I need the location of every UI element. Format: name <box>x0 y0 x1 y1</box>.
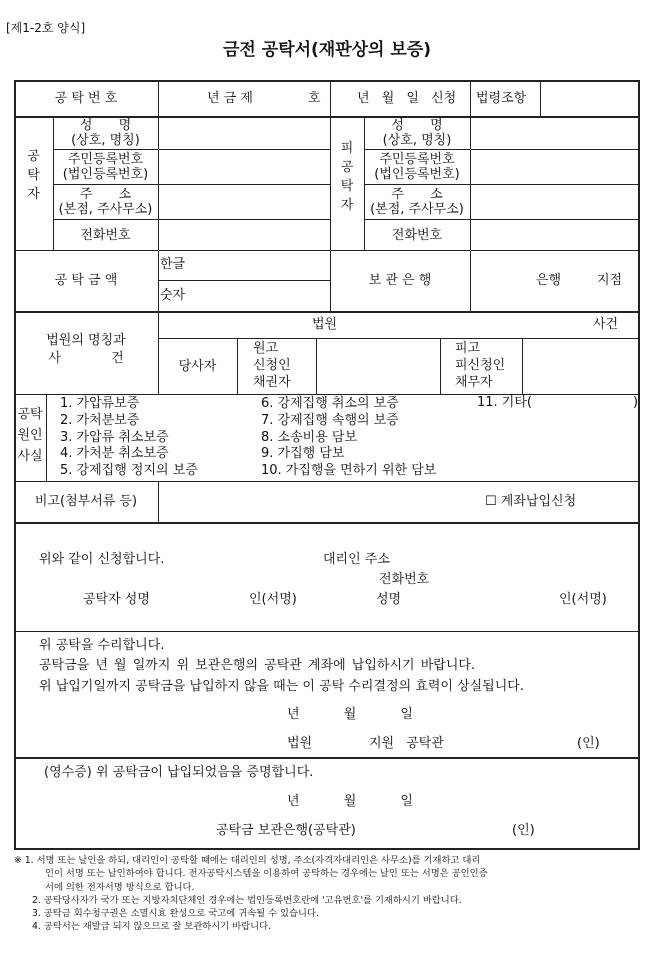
agent-address-label: 대리인 주소 <box>323 552 390 567</box>
bank-suffix: 은행 <box>536 273 562 288</box>
footnote: 4. 공탁서는 재발급 되지 않으므로 잘 보관하시기 바랍니다. <box>32 921 272 933</box>
beneficiary-id-field[interactable] <box>471 150 638 183</box>
depositor-phone-label: 전화번호 <box>80 228 131 243</box>
beneficiary-address-field[interactable] <box>471 185 638 218</box>
acceptance-line1: 위 공탁을 수리합니다. <box>39 638 165 653</box>
acceptance-line2: 공탁금을 년 월 일까지 위 보관은행의 공탁관 계좌에 납입하시기 바랍니다. <box>39 658 476 673</box>
footnote: 인이 서명 또는 날인하여야 합니다. 전자공탁시스템을 이용하여 공탁하는 경우에는 날인 또는 서명은 공인인증 <box>45 868 488 880</box>
acceptance-seal: (인) <box>577 736 600 751</box>
cause-item: 10. 가집행을 면하기 위한 담보 <box>261 463 437 479</box>
beneficiary-name-field[interactable] <box>471 117 638 148</box>
branch-suffix: 지점 <box>597 273 623 288</box>
footnote: 3. 공탁금 회수청구권은 소멸시효 완성으로 국고에 귀속될 수 있습니다. <box>32 908 319 920</box>
cause-list-col1 <box>60 396 198 480</box>
apply-date-label: 년 월 일 신청 <box>357 91 457 106</box>
application-statement: 위와 같이 신청합니다. <box>39 552 165 567</box>
depositor-seal[interactable]: 인(서명) <box>249 592 297 607</box>
court-case-label: 법원의 명칭과 사 건 <box>46 333 126 366</box>
court-suffix: 법원 <box>312 317 338 332</box>
beneficiary-name-label: 성 명 (상호, 명칭) <box>382 118 452 148</box>
plaintiff-label: 원고 신청인 채권자 <box>253 341 291 390</box>
depositor-side-label: 공 탁 자 <box>27 149 40 202</box>
footnotes <box>14 854 488 934</box>
year-number-label: 년 금 제 <box>207 91 253 106</box>
beneficiary-phone-label: 전화번호 <box>391 228 443 243</box>
receipt-line: (영수증) 위 공탁금이 납입되었음을 증명합니다. <box>44 765 314 780</box>
law-clause-label: 법령조항 <box>476 91 527 106</box>
case-suffix: 사건 <box>593 317 619 332</box>
footnote: ※ 1. 서명 또는 날인을 하되, 대리인이 공탁할 때에는 대리인의 성명, 주소(자격자대리인은 사무소)를 기재하고 대리 <box>14 855 481 866</box>
depositor-address-label: 주 소 (본점, 주사무소) <box>58 187 153 217</box>
beneficiary-address-label: 주 소 (본점, 주사무소) <box>370 187 464 217</box>
beneficiary-side-label: 피 공 탁 자 <box>340 141 354 213</box>
cause-other-close: ) <box>633 395 639 410</box>
cause-list-col2 <box>261 396 436 480</box>
depositor-id-field[interactable] <box>159 150 329 183</box>
law-clause-field[interactable] <box>541 82 638 115</box>
cause-item: 4. 가처분 취소보증 <box>60 446 169 462</box>
agent-seal[interactable]: 인(서명) <box>559 592 607 607</box>
acceptance-court: 법원 <box>287 736 313 751</box>
cause-item: 3. 가압류 취소보증 <box>60 429 169 445</box>
cause-item: 5. 강제집행 정지의 보증 <box>60 463 198 479</box>
cause-item: 9. 가집행 담보 <box>261 446 345 462</box>
cause-item: 7. 강제집행 속행의 보증 <box>261 412 399 428</box>
remarks-label: 비고(첨부서류 등) <box>34 494 138 509</box>
account-deposit-checkbox[interactable]: ☐ 계좌납입신청 <box>485 494 577 509</box>
party-label: 당사자 <box>178 359 217 374</box>
receipt-seal: (인) <box>512 823 535 838</box>
deposit-number-label: 공 탁 번 호 <box>54 91 118 106</box>
depositor-phone-field[interactable] <box>159 220 329 249</box>
acceptance-date: 년 월 일 <box>287 707 413 722</box>
agent-phone-label: 전화번호 <box>379 572 430 587</box>
cause-item: 2. 가처분보증 <box>60 412 140 428</box>
beneficiary-phone-field[interactable] <box>471 220 638 249</box>
amount-label: 공 탁 금 액 <box>54 273 118 288</box>
cause-item: 1. 가압류보증 <box>60 396 140 411</box>
cause-item: 8. 소송비용 담보 <box>261 429 358 445</box>
receipt-bank: 공탁금 보관은행(공탁관) <box>216 823 356 838</box>
bank-label: 보 관 은 행 <box>368 273 432 288</box>
defendant-label: 피고 피신청인 채무자 <box>455 341 506 390</box>
agent-name-label: 성명 <box>376 592 402 607</box>
receipt-date: 년 월 일 <box>287 794 413 809</box>
footnote: 2. 공탁당사자가 국가 또는 지방자치단체인 경우에는 법인등록번호란에 '고유번호'를 기재하시기 바랍니다. <box>32 894 462 906</box>
cause-other: 11. 기타( <box>477 395 532 410</box>
cause-item: 6. 강제집행 취소의 보증 <box>261 396 399 411</box>
acceptance-branch: 지원 공탁관 <box>369 736 444 751</box>
cause-label: 공탁 원인 사실 <box>17 407 43 464</box>
form-label: [제1-2호 양식] <box>6 21 86 35</box>
acceptance-line3: 위 납입기일까지 공탁금을 납입하지 않을 때는 이 공탁 수리결정의 효력이 상실됩니다. <box>39 679 524 694</box>
amount-number-label: 숫자 <box>160 288 186 303</box>
page-title: 금전 공탁서(재판상의 보증) <box>222 40 432 60</box>
beneficiary-id-label: 주민등록번호 (법인등록번호) <box>374 152 460 182</box>
ho-label: 호 <box>308 91 321 106</box>
footnote: 서에 의한 전자서명 방식으로 합니다. <box>45 881 195 893</box>
depositor-signature-label: 공탁자 성명 <box>83 592 150 607</box>
depositor-id-label: 주민등록번호 (법인등록번호) <box>62 152 149 182</box>
amount-korean-label: 한글 <box>160 257 186 272</box>
depositor-address-field[interactable] <box>159 185 329 218</box>
depositor-name-field[interactable] <box>159 117 329 148</box>
depositor-name-label: 성 명 (상호, 명칭) <box>71 118 140 148</box>
